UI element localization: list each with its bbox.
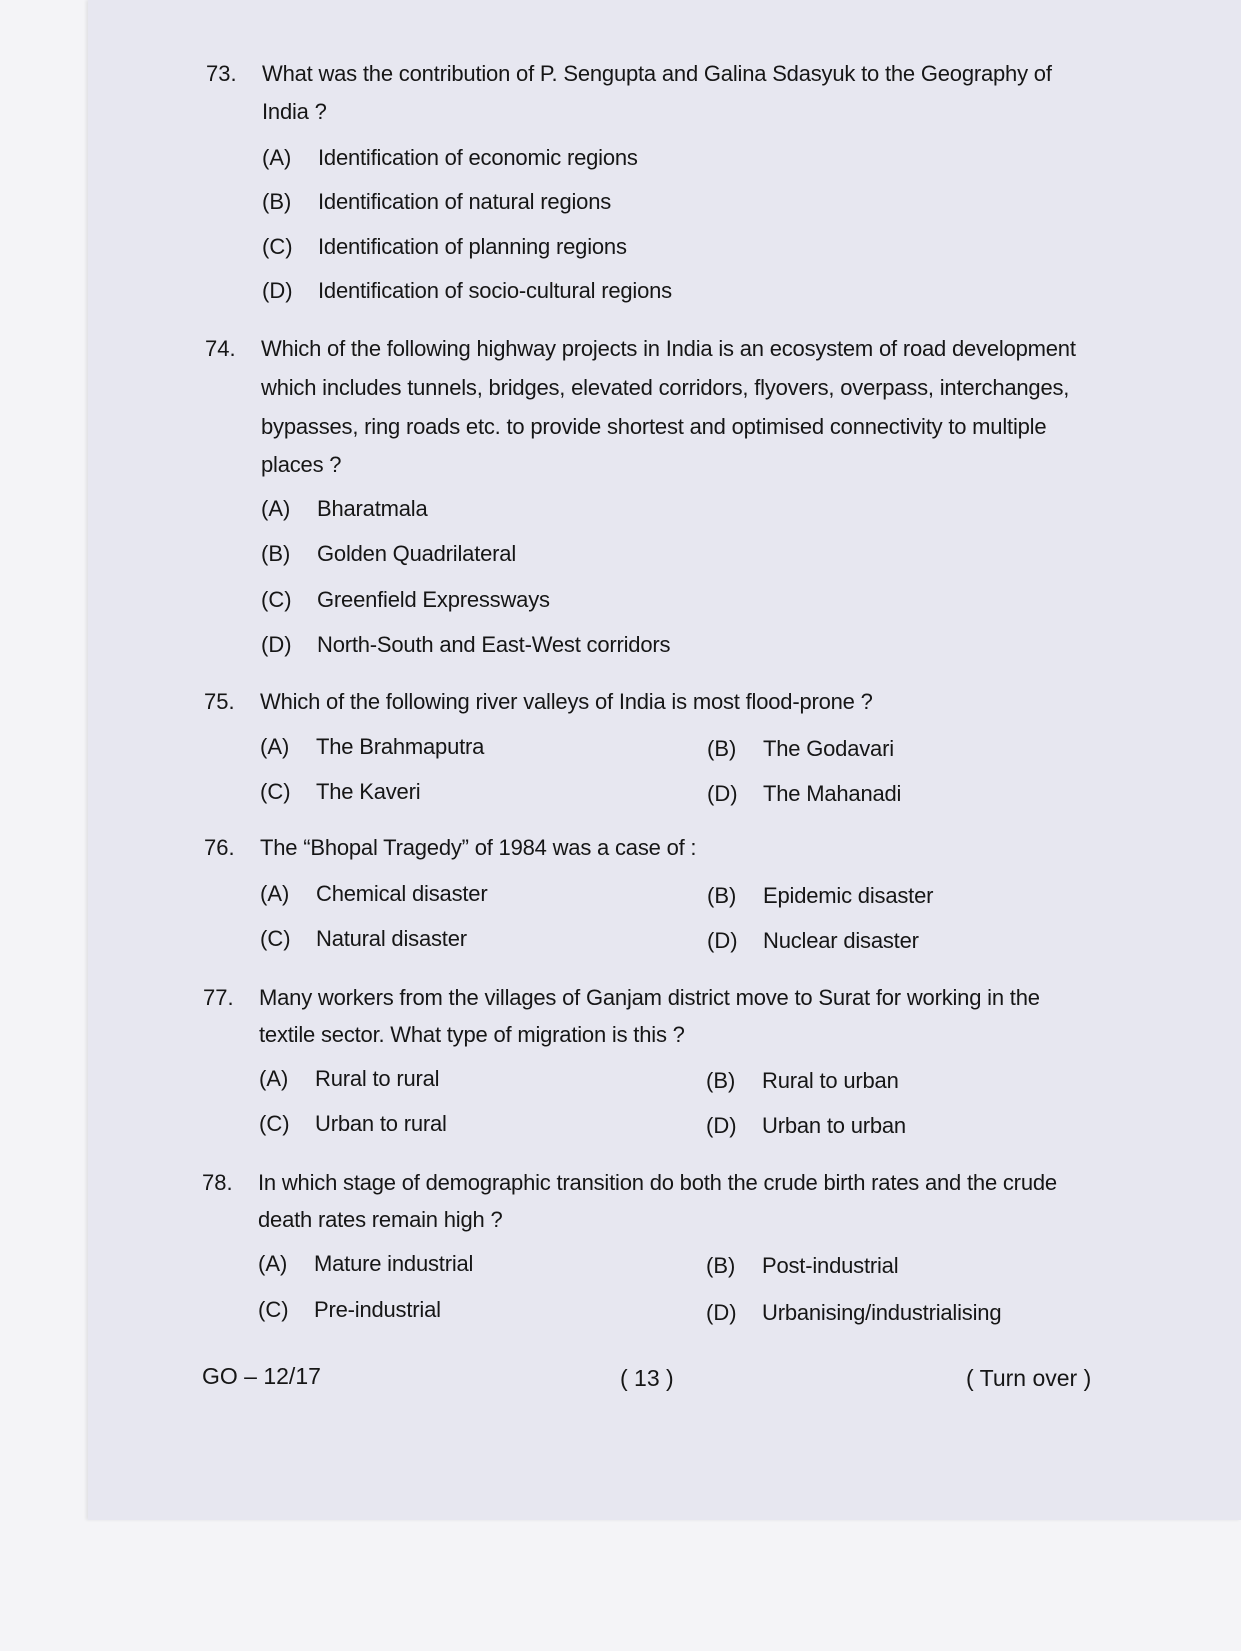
option-letter: (D): [261, 632, 292, 657]
question-number: 73.: [206, 61, 237, 86]
option-text: Chemical disaster: [316, 881, 488, 906]
question-text: Many workers from the villages of Ganjam district move to Surat for working in the: [259, 985, 1040, 1010]
question-text: The “Bhopal Tragedy” of 1984 was a case of :: [260, 835, 697, 860]
option-text: Identification of socio-cultural regions: [318, 278, 672, 303]
option-text: Epidemic disaster: [763, 883, 934, 908]
question-number: 74.: [205, 336, 236, 361]
question-text: Which of the following highway projects in India is an ecosystem of road development: [261, 336, 1076, 361]
option-text: Bharatmala: [317, 496, 428, 521]
option-text: Identification of economic regions: [318, 145, 638, 170]
page-number: ( 13 ): [620, 1365, 674, 1391]
question-number: 77.: [203, 985, 234, 1010]
question-number: 76.: [204, 835, 235, 860]
option-letter: (C): [259, 1111, 290, 1136]
option-text: Urban to rural: [315, 1111, 447, 1136]
option-letter: (D): [707, 781, 738, 806]
option-letter: (C): [260, 779, 291, 804]
question-text: bypasses, ring roads etc. to provide shortest and optimised connectivity to multiple: [261, 414, 1047, 439]
option-text: The Godavari: [763, 736, 894, 761]
question-text: What was the contribution of P. Sengupta and Galina Sdasyuk to the Geography of: [262, 61, 1052, 86]
option-letter: (C): [262, 234, 293, 259]
option-letter: (A): [259, 1066, 289, 1091]
option-letter: (A): [260, 881, 290, 906]
option-letter: (A): [258, 1251, 288, 1276]
option-letter: (D): [707, 928, 738, 953]
option-letter: (A): [260, 734, 290, 759]
option-letter: (B): [262, 189, 292, 214]
option-letter: (C): [258, 1297, 289, 1322]
option-text: Mature industrial: [314, 1251, 474, 1276]
option-letter: (B): [707, 883, 737, 908]
question-text: death rates remain high ?: [258, 1207, 503, 1232]
question-text: In which stage of demographic transition do both the crude birth rates and the crude: [258, 1170, 1057, 1195]
option-letter: (C): [261, 587, 292, 612]
question-text: which includes tunnels, bridges, elevated corridors, flyovers, overpass, interchanges,: [261, 375, 1070, 400]
option-text: Rural to urban: [762, 1068, 899, 1093]
option-text: The Kaveri: [316, 779, 421, 804]
option-text: The Mahanadi: [763, 781, 902, 806]
option-letter: (B): [706, 1253, 736, 1278]
option-text: The Brahmaputra: [316, 734, 485, 759]
option-text: North-South and East-West corridors: [317, 632, 671, 657]
option-text: Rural to rural: [315, 1066, 440, 1091]
option-text: Natural disaster: [316, 926, 467, 951]
option-letter: (B): [706, 1068, 736, 1093]
option-text: Golden Quadrilateral: [317, 541, 517, 566]
question-text: India ?: [262, 99, 327, 124]
option-letter: (D): [706, 1300, 737, 1325]
question-text: Which of the following river valleys of India is most flood-prone ?: [260, 689, 873, 714]
exam-code: GO – 12/17: [202, 1363, 321, 1389]
option-text: Identification of natural regions: [318, 189, 612, 214]
option-text: Pre-industrial: [314, 1297, 441, 1322]
option-letter: (A): [262, 145, 292, 170]
option-letter: (A): [261, 496, 291, 521]
option-letter: (D): [262, 278, 293, 303]
option-text: Greenfield Expressways: [317, 587, 550, 612]
option-text: Urban to urban: [762, 1113, 906, 1138]
question-number: 78.: [202, 1170, 233, 1195]
option-letter: (B): [707, 736, 737, 761]
option-letter: (D): [706, 1113, 737, 1138]
question-text: textile sector. What type of migration is this ?: [259, 1022, 685, 1047]
option-letter: (C): [260, 926, 291, 951]
option-letter: (B): [261, 541, 291, 566]
turn-over-note: ( Turn over ): [966, 1365, 1092, 1391]
option-text: Urbanising/industrialising: [762, 1300, 1002, 1325]
option-text: Identification of planning regions: [318, 234, 627, 259]
exam-page: [88, 0, 1241, 1520]
option-text: Nuclear disaster: [763, 928, 919, 953]
question-number: 75.: [204, 689, 235, 714]
question-text: places ?: [261, 452, 342, 477]
option-text: Post-industrial: [762, 1253, 899, 1278]
